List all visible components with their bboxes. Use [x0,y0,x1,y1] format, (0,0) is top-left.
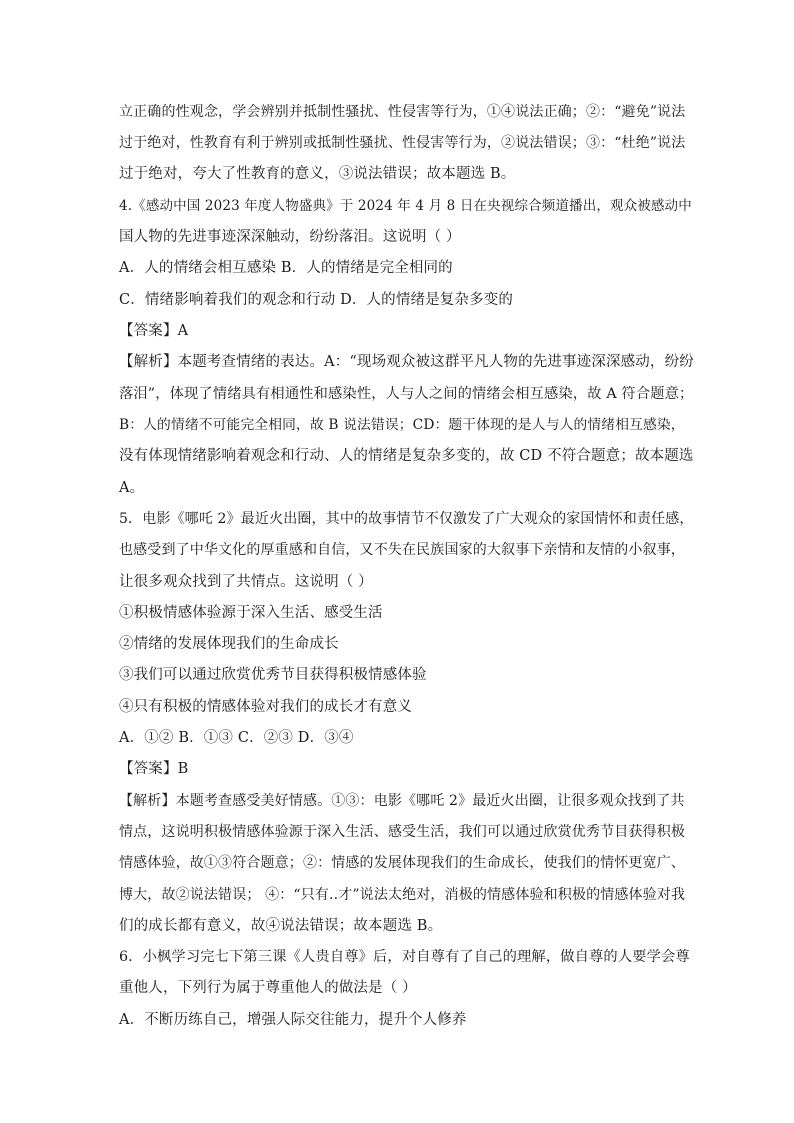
answer-label: 【答案】A [119,323,189,339]
question-4-options: C．情绪影响着我们的观念和行动 D．人的情绪是复杂多变的 [119,292,514,308]
analysis-text: B：人的情绪不可能完全相同，故 B 说法错误；CD：题干体现的是人与人的情绪相互感染， [119,417,685,433]
analysis-text: 落泪”，体现了情绪具有相通性和感染性，人与人之间的情绪会相互感染，故 A 符合题意； [119,386,694,402]
answer-label: 【答案】B [119,761,189,777]
question-6-option-a: A．不断历练自己，增强人际交往能力，提升个人修养 [119,1012,467,1028]
question-5-stem: 也感受到了中华文化的厚重感和自信，又不失在民族国家的大叙事下亲情和友情的小叙事， [119,542,685,558]
question-5-statement: ④只有积极的情感体验对我们的成长才有意义 [119,699,412,715]
question-6-stem: 重他人，下列行为属于尊重他人的做法是（ ） [119,980,417,996]
analysis-text: 博大，故②说法错误； ④：“只有..才”说法太绝对，消极的情感体验和积极的情感体验对我 [119,887,686,903]
analysis-text: 们的成长都有意义，故④说法错误；故本题选 B。 [119,918,443,934]
analysis-text: 【解析】本题考查感受美好情感。①③：电影《哪吒 2》最近火出圈，让很多观众找到了共 [119,793,685,809]
question-5-stem: 让很多观众找到了共情点。这说明（ ） [119,574,373,590]
analysis-text: 没有体现情绪影响着观念和行动、人的情绪是复杂多变的，故 CD 不符合题意；故本题选 [119,448,694,464]
analysis-text: 情点，这说明积极情感体验源于深入生活、感受生活，我们可以通过欣赏优秀节目获得积极 [119,824,685,840]
question-5-statement: ③我们可以通过欣赏优秀节目获得积极情感体验 [119,667,427,683]
question-5-statement: ①积极情感体验源于深入生活、感受生活 [119,605,383,621]
question-4-stem: 4.《感动中国 2023 年度人物盛典》于 2024 年 4 月 8 日在央视综合频道播出，观众被感动中 [119,198,692,214]
text-line: 过于绝对，夸大了性教育的意义，③说法错误；故本题选 B。 [119,166,516,182]
question-5-statement: ②情绪的发展体现我们的生命成长 [119,636,339,652]
text-line: 过于绝对，性教育有利于辨别或抵制性骚扰、性侵害等行为，②说法错误；③：“杜绝”说法 [119,135,686,151]
question-6-stem: 6．小枫学习完七下第三课《人贵自尊》后，对自尊有了自己的理解，做自尊的人要学会尊 [119,949,690,965]
analysis-text: 情感体验，故①③符合题意；②：情感的发展体现我们的生命成长，使我们的情怀更宽广、 [119,855,685,871]
question-4-options: A．人的情绪会相互感染 B．人的情绪是完全相同的 [119,260,453,276]
question-5-stem: 5．电影《哪吒 2》最近火出圈，其中的故事情节不仅激发了广大观众的家国情怀和责任感， [119,511,694,527]
question-4-stem: 国人物的先进事迹深深触动，纷纷落泪。这说明（ ） [119,229,461,245]
analysis-text: 【解析】本题考查情绪的表达。A：“现场观众被这群平凡人物的先进事迹深深感动，纷纷 [119,354,694,370]
text-line: 立正确的性观念，学会辨别并抵制性骚扰、性侵害等行为，①④说法正确；②：“避免”说法 [119,104,686,120]
analysis-text: A。 [119,480,145,496]
question-5-options: A．①② B．①③ C．②③ D．③④ [119,730,354,746]
